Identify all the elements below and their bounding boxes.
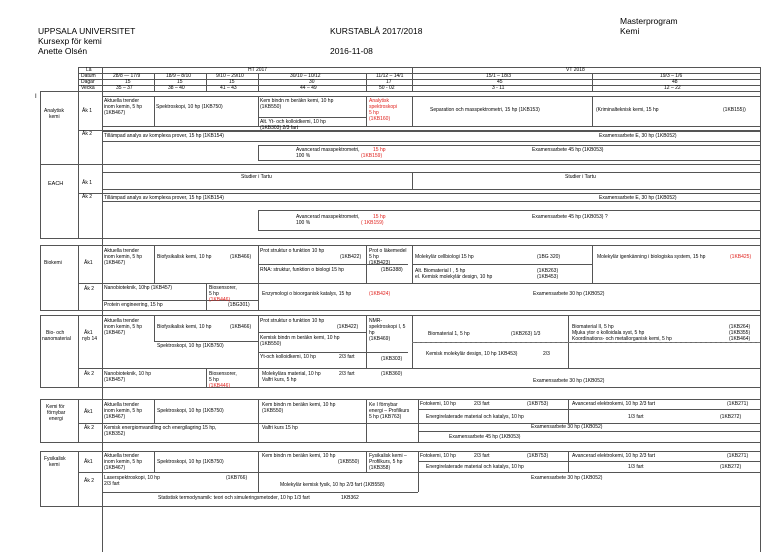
department: Kursexp för kemi [38, 36, 102, 46]
timeline-label-vecka: Vecka [81, 85, 95, 91]
fysikalisk-laserspektroskopi-code: (1KB766) [226, 475, 248, 481]
fornybar-valfri: Valfri kurs 15 hp [262, 425, 298, 431]
biokemi-nanobioteknik: Nanobioteknik, 10hp (1KB457) [104, 285, 173, 291]
biokemi-molekylar-design-code: (1KB453) [537, 274, 559, 280]
fysikalisk-elektrokemi-code: (1KB271) [727, 453, 749, 459]
fornybar-trender-hp: inom kemin, 5 hp [104, 408, 143, 414]
biokemi-biofysikalisk-code: (1KB466) [230, 254, 252, 260]
biokemi-protein-engineering-code: (1BG301) [228, 302, 250, 308]
margin-mark: I [35, 94, 37, 100]
col2-dagar: 15 [177, 79, 183, 85]
document-title: KURSTABLÅ 2017/2018 [330, 26, 423, 36]
bionano-biosensorer-hp: 5 hp [209, 377, 219, 383]
bionano-ytkemi: Yt-och kolloidkemi, 10 hp [260, 354, 316, 360]
col3-datum: 9/10 – 29/10 [216, 73, 244, 79]
fornybar-label: Kemi för [46, 404, 65, 410]
biokemi-biomaterial: Alt. Biomaterial I , 5 hp [415, 268, 466, 274]
fysikalisk-ak2: Åk 2 [84, 478, 95, 484]
biokemi-igenkanning-code: (1KB425) [730, 254, 752, 260]
fornybar-energimaterial: Energirelaterade material och katalys, 10 hp [426, 414, 524, 420]
analytisk-spektroskopi: Spektroskopi, 10 hp (1KB750) [156, 104, 223, 110]
analytisk-spek-code: (1KB160) [369, 116, 391, 122]
fysikalisk-laserspektroskopi: Laserspektroskopi, 10 hp [104, 475, 160, 481]
analytisk-avancerad-hp: 15 hp [373, 147, 386, 153]
fornybar-elektrokemi: Avancerad elektrokemi, 10 hp 2/3 fart [572, 401, 656, 407]
fysikalisk-profilkurs-2: Profilkurs, 5 hp [369, 459, 403, 465]
analytisk-ytkemi-code: (1KB303) 2/3 fart [260, 125, 299, 131]
fysikalisk-label: Fysikalisk [44, 456, 66, 462]
biokemi-biosensorer-hp: 5 hp [209, 291, 219, 297]
bionano-biosensorer: Biosensorer, [209, 371, 237, 377]
fysikalisk-spektroskopi: Spektroskopi, 10 hp (1KB750) [157, 459, 224, 465]
bionano-molekylar-design: Kemisk molekylär design, 10 hp 1KB453) [426, 351, 518, 357]
bionano-biofysikalisk: Biofysikalisk kemi, 10 hp [157, 324, 212, 330]
biokemi-trender-hp: inom kemin, 5 hp [104, 254, 143, 260]
fysikalisk-profilkurs-code: (1KB358) [369, 465, 391, 471]
biokemi-trender: Aktuella trender [104, 248, 140, 254]
col5-dagar: 17 [386, 79, 392, 85]
col5-datum: 11/12 – 14/1 [376, 73, 404, 79]
each-tillampad: Tillämpad analys av komplexa prover, 15 hp (1KB154) [104, 195, 224, 201]
col6-datum: 15/1 – 18/3 [486, 73, 512, 79]
each-examen45: Examensarbete 45 hp (1KB053) ? [532, 214, 608, 220]
bionano-prot-struktur-code: (1KB422) [337, 324, 359, 330]
col7-dagar: 48 [672, 79, 678, 85]
bionano-biofysikalisk-code: (1KB466) [230, 324, 252, 330]
each-avancerad-code: ( 1KB159) [361, 220, 384, 226]
fornybar-profilkurs-2: energi – Profilkurs [369, 408, 410, 414]
biokemi-biofysikalisk: Biofysikalisk kemi, 10 hp [157, 254, 212, 260]
fornybar-profilkurs: Ke I förnybar [369, 402, 398, 408]
biokemi-lakemedel-hp: 5 hp [369, 254, 379, 260]
bionano-examen30: Examensarbete 30 hp (1KB052) [533, 378, 605, 384]
term-vt: VT 2018 [566, 67, 585, 73]
biokemi-enzymologi-code: (1KB424) [369, 291, 391, 297]
bionano-biomaterial1: Biomaterial 1, 5 hp [428, 331, 470, 337]
bionano-molekylara-material-fart: 2/3 fart [339, 371, 355, 377]
bionano-mjuka-ytor: Mjuka ytor o kolloidala syst, 5 hp [572, 330, 645, 336]
fornybar-kembindn: Kem bindn m beräkn kemi, 10 hp [262, 402, 336, 408]
term-ht: HT 2017 [248, 67, 268, 73]
bionano-nmr-hp: hp [369, 330, 375, 336]
fysikalisk-elektrokemi: Avancerad elektrokemi, 10 hp 2/3 fart [572, 453, 656, 459]
fysikalisk-fotokemi-code: (1KB753) [527, 453, 549, 459]
biokemi-igenkanning: Molekylär igenkänning i biologiska system, 15 hp [597, 254, 706, 260]
fornybar-examen30: Examensarbete 30 hp (1KB052) [531, 424, 603, 430]
fornybar-ak2: Åk 2 [84, 425, 95, 431]
col4-vecka: 44 – 49 [300, 85, 317, 91]
analytisk-tillampad: Tillämpad analys av komplexa prover, 15 hp (1KB154) [104, 133, 224, 139]
biokemi-prot-struktur: Prot struktur o funktion 10 hp [260, 248, 325, 254]
analytisk-kriminal-code: (1KB155)) [723, 107, 746, 113]
analytisk-spek-title: Analytisk [369, 98, 390, 104]
bionano-trender: Aktuella trender [104, 318, 140, 324]
biokemi-cellbiologi-code: (1BG 320) [537, 254, 561, 260]
analytisk-separation: Separation och masspektrometri, 15 hp (1KB153) [430, 107, 540, 113]
biokemi-biosensorer: Biosensorer, [209, 285, 237, 291]
col2-vecka: 38 – 40 [168, 85, 185, 91]
col3-vecka: 41 – 43 [220, 85, 237, 91]
fysikalisk-label-2: kemi [49, 462, 60, 468]
col5-vecka: 50 - 02 [379, 85, 395, 91]
fysikalisk-trender-code: (1KB467) [104, 465, 126, 471]
analytisk-label-2: kemi [49, 114, 60, 120]
biokemi-rna: RNA: struktur, funktion o biologi 15 hp [260, 267, 344, 273]
biokemi-ak2: Åk 2 [84, 286, 95, 292]
biokemi-biomaterial-code: (1KB263) [537, 268, 559, 274]
bionano-label-2: nanomaterial [42, 336, 71, 342]
col2-datum: 18/9 – 8/10 [166, 73, 192, 79]
analytisk-avancerad-code: (1KB159) [361, 153, 383, 159]
col6-vecka: 3 - 11 [492, 85, 505, 91]
bionano-molekylara-material: Molekylära material, 10 hp [262, 371, 321, 377]
analytisk-ak2: Åk 2 [82, 131, 93, 137]
fysikalisk-ak1: Åk1 [84, 459, 93, 465]
col3-dagar: 15 [229, 79, 235, 85]
bionano-nanobioteknik: Nanobioteknik, 10 hp [104, 371, 151, 377]
fornybar-trender-code: (1KB467) [104, 414, 126, 420]
biokemi-prot-struktur-code: (1KB422) [340, 254, 362, 260]
timeline-label-datum: Datum [81, 73, 96, 79]
bionano-mjuka-ytor-code: (1KB355) [729, 330, 751, 336]
biokemi-rna-code: (1BG388) [381, 267, 403, 273]
fysikalisk-termodynamik-code: 1KB362 [341, 495, 359, 501]
biokemi-label: Biokemi [44, 260, 62, 266]
fornybar-label-3: energi [49, 416, 63, 422]
bionano-biomaterial2: Biomaterial II, 5 hp [572, 324, 614, 330]
fornybar-trender: Aktuella trender [104, 402, 140, 408]
analytisk-trender-code: (1KB467) [104, 110, 126, 116]
bionano-nmr: NMR- [369, 318, 383, 324]
analytisk-trender: Aktuella trender [104, 98, 140, 104]
biokemi-ak1: Åk1 [84, 260, 93, 266]
timeline-label-la: Lä [86, 67, 92, 73]
each-label: EACH [48, 181, 64, 187]
bionano-ytkemi-fart: 2/3 fart [339, 354, 355, 360]
bionano-biomaterial1-code: (1KB263) 1/3 [511, 331, 541, 337]
col4-dagar: 30 [309, 79, 315, 85]
bionano-ytkemi-code: (1KB303) [381, 356, 403, 362]
analytisk-trender-hp: inom kemin, 5 hp [104, 104, 143, 110]
each-examen30: Examensarbete E, 30 hp (1KB052) [599, 195, 677, 201]
fysikalisk-termodynamik: Statistisk termodynamik: teori och simuleringsmetoder, 10 hp 1/3 fart [158, 495, 310, 501]
bionano-biosensorer-code: (1KB446) [209, 383, 231, 389]
col6-dagar: 45 [497, 79, 503, 85]
fornybar-kembindn-code: (1KB550) [262, 408, 284, 414]
col7-datum: 19/3 – 1/6 [660, 73, 683, 79]
fornybar-fotokemi-fart: 2/3 fart [474, 401, 490, 407]
bionano-label: Bio- och [46, 330, 65, 336]
each-ak2: Åk 2 [82, 194, 93, 200]
program-name: Masterprogram [620, 16, 678, 26]
each-ak1: Åk 1 [82, 180, 93, 186]
biokemi-molekylar-design: el. Kemisk molekylär design, 10 hp [415, 274, 493, 280]
analytisk-kembindn-code: (1KB550) [260, 104, 282, 110]
fysikalisk-trender-hp: inom kemin, 5 hp [104, 459, 143, 465]
fysikalisk-fotokemi: Fotokemi, 10 hp [420, 453, 456, 459]
fornybar-energiomvandling: Kemisk energiomvandling och energilagring 15 hp, [104, 425, 217, 431]
bionano-koordination: Koordinations- och metallorganisk kemi, 5 hp [572, 336, 672, 342]
fornybar-fotokemi-code: (1KB753) [527, 401, 549, 407]
biokemi-examen30: Examensarbete 30 hp (1KB052) [533, 291, 605, 297]
analytisk-examen45: Examensarbete 45 hp (1KB053) [532, 147, 604, 153]
analytisk-label: Analytisk [44, 108, 65, 114]
fysikalisk-elektrokemi-fart2: 1/3 fart [628, 464, 644, 470]
each-tartu-ht: Studier i Tartu [241, 174, 272, 180]
biokemi-lakemedel-code: (1KB423) [369, 260, 391, 266]
fornybar-fotokemi: Fotokemi, 10 hp [420, 401, 456, 407]
col1-vecka: 35 – 37 [116, 85, 133, 91]
fysikalisk-profilkurs: Fysikalisk kemi – [369, 453, 407, 459]
bionano-molekylar-design-fart: 2/3 [543, 351, 550, 357]
fysikalisk-molekylar-fysik: Molekylär kemisk fysik, 10 hp 2/3 fart (1KB558) [280, 482, 385, 488]
each-tartu-vt: Studier i Tartu [565, 174, 596, 180]
analytisk-ytkemi: Alt. Yt- och kolloidkemi, 10 hp [260, 119, 326, 125]
analytisk-spek-title-2: spektroskopi [369, 104, 398, 110]
person-name: Anette Olsén [38, 46, 88, 56]
analytisk-spek-hp: 5 hp [369, 110, 379, 116]
bionano-nmr-2: spektroskopi I, 5 [369, 324, 406, 330]
fornybar-ak1: Åk1 [84, 409, 93, 415]
biokemi-enzymologi: Enzymologi o bioorganisk katalys, 15 hp [262, 291, 352, 297]
analytisk-avancerad: Avancerad masspektrometri, [296, 147, 360, 153]
each-avancerad-pct: 100 % [296, 220, 311, 226]
bionano-nanobioteknik-code: (1KB457) [104, 377, 126, 383]
analytisk-examen30: Examensarbete E, 30 hp (1KB052) [599, 133, 677, 139]
fysikalisk-elektrokemi-code2: (1KB272) [720, 464, 742, 470]
fysikalisk-examen30: Examensarbete 30 hp (1KB052) [531, 475, 603, 481]
fysikalisk-kembindn-code: (1KB550) [338, 459, 360, 465]
biokemi-protein-engineering: Protein engineering, 15 hp [104, 302, 163, 308]
analytisk-ak1: Åk 1 [82, 108, 93, 114]
col1-datum: 28/8 — 17/9 [113, 73, 141, 79]
bionano-trender-hp: inom kemin, 5 hp [104, 324, 143, 330]
university-name: UPPSALA UNIVERSITET [38, 26, 136, 36]
bionano-valfri: Valfri kurs, 5 hp [262, 377, 297, 383]
biokemi-trender-code: (1KB467) [104, 260, 126, 266]
bionano-prot-struktur: Prot struktur o funktion 10 hp [260, 318, 325, 324]
fornybar-elektrokemi-fart2: 1/3 fart [628, 414, 644, 420]
analytisk-avancerad-pct: 100 % [296, 153, 311, 159]
biokemi-biosensorer-code: (1KB446) [209, 297, 231, 303]
bionano-molekylara-material-code: (1KB360) [381, 371, 403, 377]
fysikalisk-kembindn: Kem bindn m beräkn kemi, 10 hp [262, 453, 336, 459]
col4-datum: 30/10 – 10/12 [290, 73, 321, 79]
bionano-trender-code: (1KB467) [104, 330, 126, 336]
fysikalisk-fotokemi-fart: 2/3 fart [474, 453, 490, 459]
fornybar-profilkurs-code: 5 hp (1KB763) [369, 414, 402, 420]
analytisk-kriminal: (Kriminalteknisk kemi, 15 hp [596, 107, 659, 113]
fysikalisk-trender: Aktuella trender [104, 453, 140, 459]
biokemi-lakemedel: Prot o läkemedel [369, 248, 407, 254]
bionano-ak1: Åk1 [84, 330, 93, 336]
bionano-spektroskopi: Spektroskopi, 10 hp (1KB750) [157, 343, 224, 349]
fornybar-label-2: förnybar [47, 410, 66, 416]
each-avancerad-hp: 15 hp [373, 214, 386, 220]
document-date: 2016-11-08 [330, 46, 373, 56]
col7-vecka: 12 – 22 [664, 85, 681, 91]
fysikalisk-energimaterial: Energirelaterade material och katalys, 10 hp [426, 464, 524, 470]
fornybar-spektroskopi: Spektroskopi, 10 hp (1KB750) [157, 408, 224, 414]
analytisk-kembindn: Kem bindn m beräkn kemi, 10 hp [260, 98, 334, 104]
bionano-kembindn: Kemisk bindn m beräkn kemi, 10 hp [260, 335, 340, 341]
fornybar-elektrokemi-code: (1KB271) [727, 401, 749, 407]
fornybar-examen45: Examensarbete 45 hp (1KB053) [449, 434, 521, 440]
bionano-ak1-nyb: nyb 14 [82, 336, 98, 342]
col1-dagar: 15 [125, 79, 131, 85]
bionano-kembindn-code: (1KB550) [260, 341, 282, 347]
fornybar-energiomvandling-code: (1KB352) [104, 431, 126, 437]
fornybar-elektrokemi-code2: (1KB272) [720, 414, 742, 420]
bionano-biomaterial2-code: (1KB264) [729, 324, 751, 330]
fysikalisk-laserspektroskopi-fart: 2/3 fart [104, 481, 120, 487]
bionano-koordination-code: (1KB464) [729, 336, 751, 342]
bionano-ak2: Åk 2 [84, 371, 95, 377]
timeline-label-dagar: Dagar [81, 79, 95, 85]
program-subject: Kemi [620, 26, 640, 36]
bionano-nmr-code: (1KB469) [369, 336, 391, 342]
biokemi-cellbiologi: Molekylär cellbiologi 15 hp [415, 254, 474, 260]
each-avancerad: Avancerad masspektrometri, [296, 214, 360, 220]
